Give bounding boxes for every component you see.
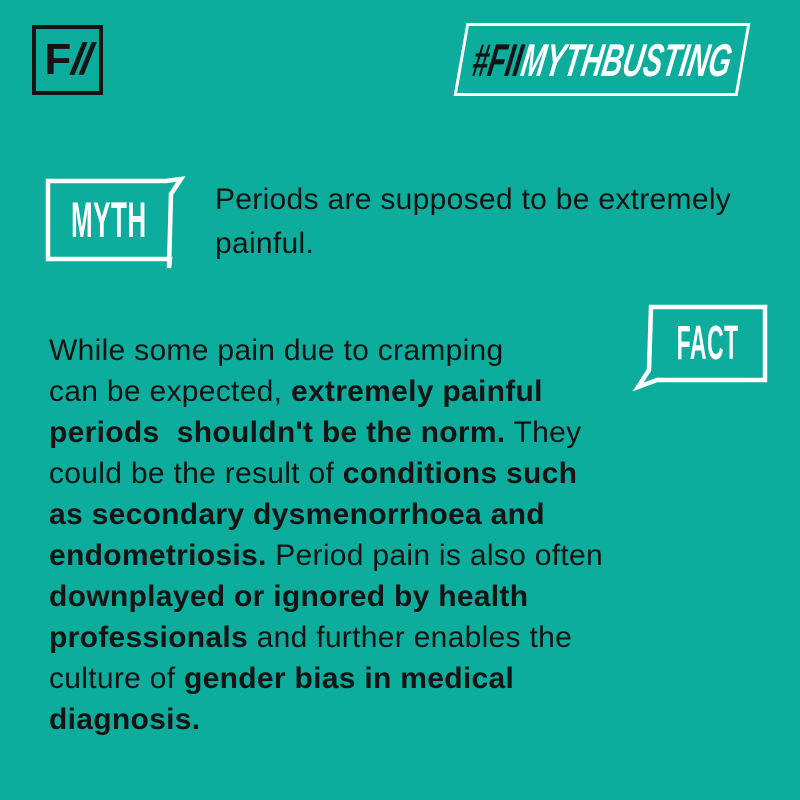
fact-label: FACT	[676, 316, 740, 370]
mythbusting-banner-text	[468, 33, 736, 86]
mythbusting-banner	[454, 23, 751, 96]
fact-bubble	[651, 307, 765, 380]
fact-paragraph: While some pain due to cramping can be expected, extremely painful periods shouldn't be the norm. They could be the result of conditions such as secondary dysmenorrhoea and endometriosis. Period pain is also often downplayed or ignored by health professionals and further enables the culture of gender bias in medical diagnosis.	[49, 334, 603, 736]
banner-main-text: MYTHBUSTING	[517, 33, 736, 86]
fii-logo-slashes: //	[67, 35, 96, 84]
myth-label: MYTH	[71, 192, 147, 248]
banner-hashtag: #FII	[468, 33, 527, 86]
fii-logo	[32, 25, 103, 95]
myth-bubble	[48, 181, 170, 259]
fii-logo-letter: F	[44, 35, 72, 84]
myth-statement: Periods are supposed to be extremely painful.	[215, 183, 732, 260]
